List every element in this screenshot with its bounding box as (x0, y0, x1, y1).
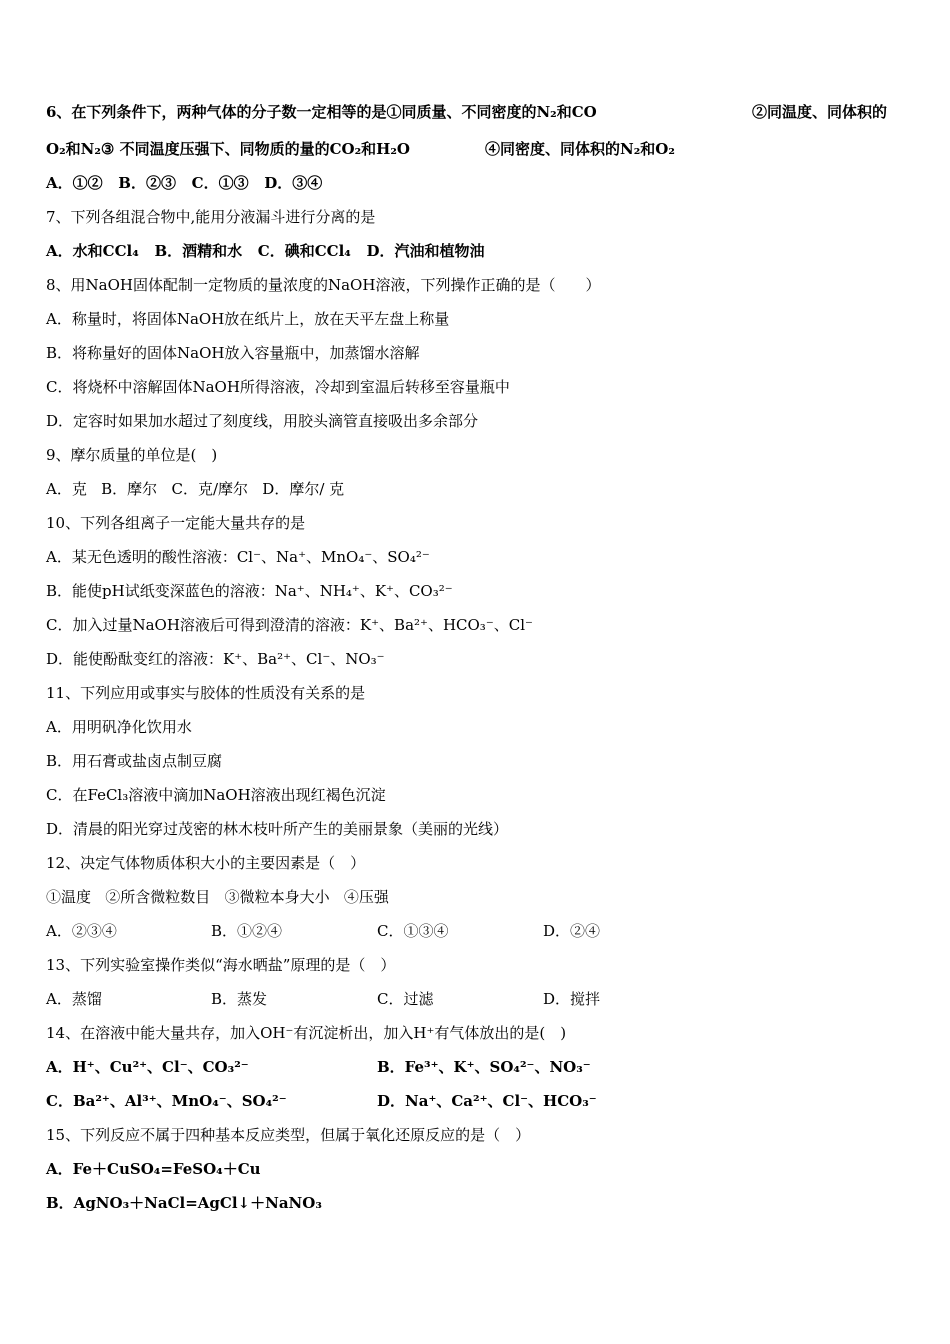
q10-option: B．能使pH试纸变深蓝色的溶液：Na⁺、NH₄⁺、K⁺、CO₃²⁻ (46, 582, 453, 600)
q10-option: C．加入过量NaOH溶液后可得到澄清的溶液：K⁺、Ba²⁺、HCO₃⁻、Cl⁻ (46, 616, 533, 634)
q14-option: B．Fe³⁺、K⁺、SO₄²⁻、NO₃⁻ (377, 1058, 591, 1076)
q8-option: D．定容时如果加水超过了刻度线，用胶头滴管直接吸出多余部分 (46, 412, 479, 430)
q12-factors: ①温度 ②所含微粒数目 ③微粒本身大小 ④压强 (46, 888, 389, 906)
q13-stem: 13、下列实验室操作类似“海水晒盐”原理的是（ ） (46, 956, 396, 974)
q12-option: A．②③④ (46, 922, 117, 940)
q15-stem: 15、下列反应不属于四种基本反应类型，但属于氧化还原反应的是（ ） (46, 1126, 531, 1144)
q12-stem: 12、决定气体物质体积大小的主要因素是（ ） (46, 854, 366, 872)
q9-stem: 9、摩尔质量的单位是( ) (46, 446, 218, 464)
q7-stem: 7、下列各组混合物中,能用分液漏斗进行分离的是 (46, 208, 376, 226)
q9-options: A．克 B．摩尔 C．克/摩尔 D．摩尔/ 克 (46, 480, 345, 498)
q10-stem: 10、下列各组离子一定能大量共存的是 (46, 514, 306, 532)
q6-stem: ②同温度、同体积的 (752, 103, 888, 121)
q8-option: C．将烧杯中溶解固体NaOH所得溶液，冷却到室温后转移至容量瓶中 (46, 378, 510, 396)
q12-option: B．①②④ (211, 922, 283, 940)
q6-stem: 6、在下列条件下，两种气体的分子数一定相等的是①同质量、不同密度的N₂和CO (46, 103, 597, 121)
q6-options: A．①② B．②③ C．①③ D．③④ (46, 174, 323, 192)
q14-option: C．Ba²⁺、Al³⁺、MnO₄⁻、SO₄²⁻ (46, 1092, 287, 1110)
q12-option: D．②④ (543, 922, 601, 940)
q14-option: D．Na⁺、Ca²⁺、Cl⁻、HCO₃⁻ (377, 1092, 597, 1110)
q13-option: B．蒸发 (211, 990, 268, 1008)
q14-stem: 14、在溶液中能大量共存，加入OH⁻有沉淀析出，加入H⁺有气体放出的是( ) (46, 1024, 567, 1042)
q11-option: C．在FeCl₃溶液中滴加NaOH溶液出现红褐色沉淀 (46, 786, 386, 804)
q8-stem: 8、用NaOH固体配制一定物质的量浓度的NaOH溶液，下列操作正确的是（ ） (46, 276, 601, 294)
q11-option: D．清晨的阳光穿过茂密的林木枝叶所产生的美丽景象（美丽的光线） (46, 820, 509, 838)
q13-option: C．过滤 (377, 990, 434, 1008)
q8-option: B．将称量好的固体NaOH放入容量瓶中，加蒸馏水溶解 (46, 344, 420, 362)
q13-option: A．蒸馏 (46, 990, 102, 1008)
q13-option: D．搅拌 (543, 990, 601, 1008)
q6-stem: ④同密度、同体积的N₂和O₂ (485, 140, 675, 158)
q15-option: B．AgNO₃＋NaCl=AgCl↓＋NaNO₃ (46, 1194, 322, 1212)
q11-stem: 11、下列应用或事实与胶体的性质没有关系的是 (46, 684, 366, 702)
q11-option: A．用明矾净化饮用水 (46, 718, 192, 736)
q11-option: B．用石膏或盐卤点制豆腐 (46, 752, 223, 770)
q15-option: A．Fe＋CuSO₄=FeSO₄＋Cu (46, 1160, 261, 1178)
q6-stem: O₂和N₂③ 不同温度压强下、同物质的量的CO₂和H₂O (46, 140, 410, 158)
q14-option: A．H⁺、Cu²⁺、Cl⁻、CO₃²⁻ (46, 1058, 249, 1076)
q8-option: A．称量时，将固体NaOH放在纸片上，放在天平左盘上称量 (46, 310, 450, 328)
q10-option: A．某无色透明的酸性溶液：Cl⁻、Na⁺、MnO₄⁻、SO₄²⁻ (46, 548, 430, 566)
q7-options: A．水和CCl₄ B．酒精和水 C．碘和CCl₄ D．汽油和植物油 (46, 242, 485, 260)
q10-option: D．能使酚酞变红的溶液：K⁺、Ba²⁺、Cl⁻、NO₃⁻ (46, 650, 385, 668)
q12-option: C．①③④ (377, 922, 449, 940)
